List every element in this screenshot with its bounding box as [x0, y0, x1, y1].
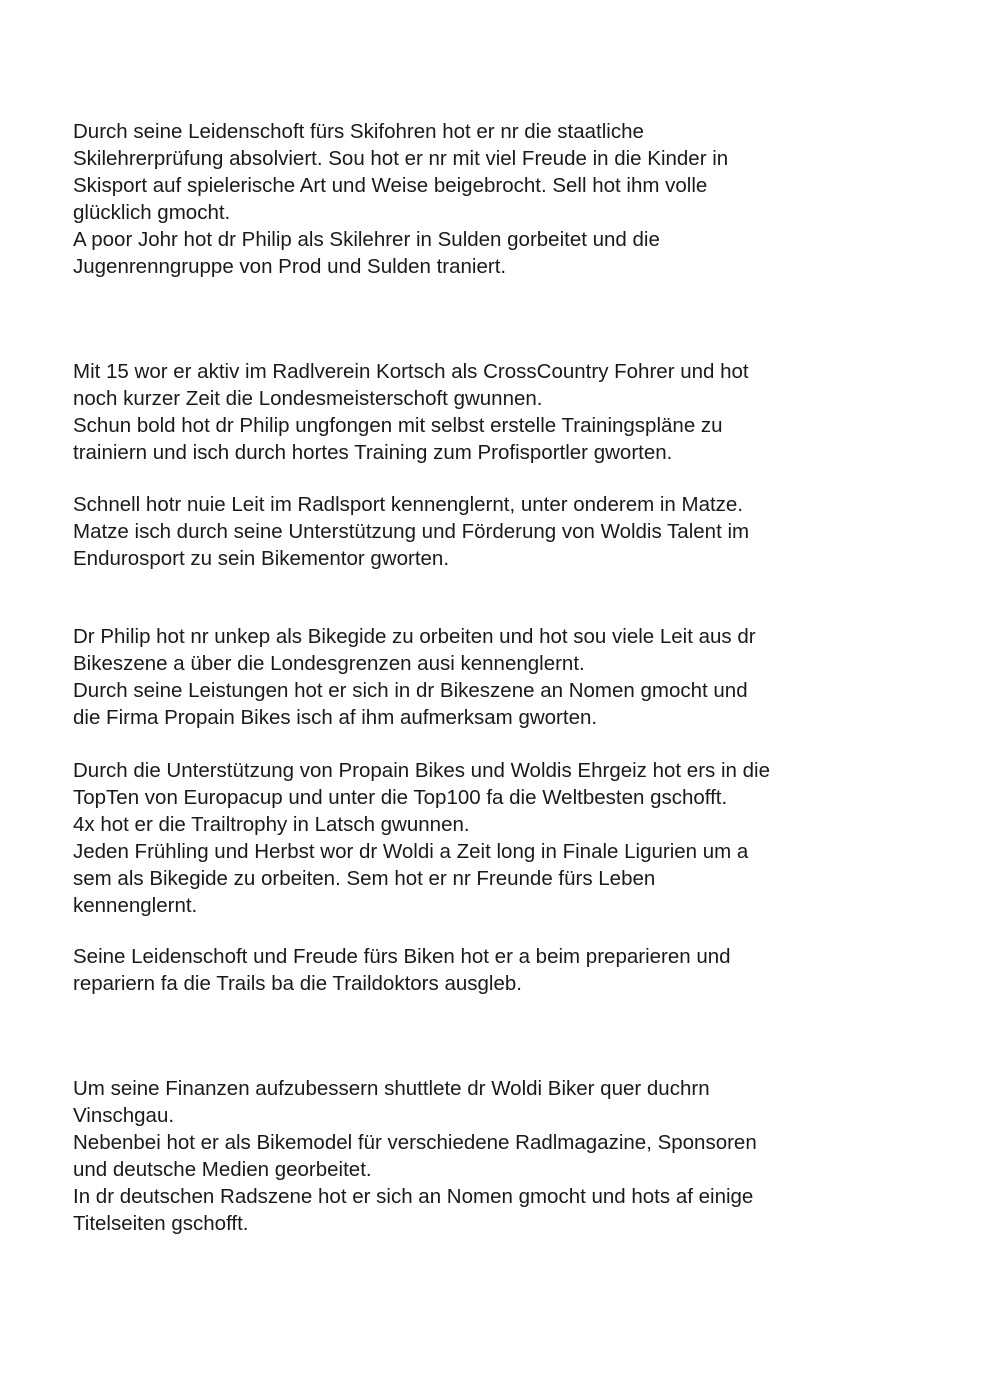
text-line: TopTen von Europacup und unter die Top100 fa die Weltbesten gschofft.	[73, 786, 728, 809]
text-line: trainiern und isch durch hortes Training zum Profisportler gworten.	[73, 441, 673, 464]
text-line: Titelseiten gschofft.	[73, 1212, 249, 1235]
text-line: Bikeszene a über die Londesgrenzen ausi kennenglernt.	[73, 652, 585, 675]
text-line: noch kurzer Zeit die Londesmeisterschoft gwunnen.	[73, 387, 543, 410]
text-line: Jugenrenngruppe von Prod und Sulden traniert.	[73, 255, 507, 278]
text-line: Skisport auf spielerische Art und Weise beigebrocht. Sell hot ihm volle	[73, 174, 708, 197]
text-line: Endurosport zu sein Bikementor gworten.	[73, 547, 450, 570]
text-line: Mit 15 wor er aktiv im Radlverein Kortsch als CrossCountry Fohrer und hot	[73, 360, 749, 383]
text-line: Seine Leidenschoft und Freude fürs Biken hot er a beim preparieren und	[73, 945, 731, 968]
text-line: Vinschgau.	[73, 1104, 175, 1127]
text-line: sem als Bikegide zu orbeiten. Sem hot er nr Freunde fürs Leben	[73, 867, 656, 890]
text-line: Skilehrerprüfung absolviert. Sou hot er nr mit viel Freude in die Kinder in	[73, 147, 729, 170]
text-line: Durch die Unterstützung von Propain Bikes und Woldis Ehrgeiz hot ers in die	[73, 759, 770, 782]
text-line: In dr deutschen Radszene hot er sich an Nomen gmocht und hots af einige	[73, 1185, 754, 1208]
text-line: Um seine Finanzen aufzubessern shuttlete dr Woldi Biker quer duchrn	[73, 1077, 710, 1100]
text-line: Dr Philip hot nr unkep als Bikegide zu orbeiten und hot sou viele Leit aus dr	[73, 625, 756, 648]
text-line: Schnell hotr nuie Leit im Radlsport kennenglernt, unter onderem in Matze.	[73, 493, 744, 516]
text-line: Durch seine Leistungen hot er sich in dr Bikeszene an Nomen gmocht und	[73, 679, 748, 702]
text-line: 4x hot er die Trailtrophy in Latsch gwunnen.	[73, 813, 470, 836]
text-line: glücklich gmocht.	[73, 201, 231, 224]
text-line: repariern fa die Trails ba die Traildoktors ausgleb.	[73, 972, 522, 995]
text-line: Jeden Frühling und Herbst wor dr Woldi a Zeit long in Finale Ligurien um a	[73, 840, 749, 863]
text-line: Durch seine Leidenschoft fürs Skifohren hot er nr die staatliche	[73, 120, 644, 143]
text-line: Nebenbei hot er als Bikemodel für verschiedene Radlmagazine, Sponsoren	[73, 1131, 757, 1154]
text-line: die Firma Propain Bikes isch af ihm aufmerksam gworten.	[73, 706, 598, 729]
text-line: Matze isch durch seine Unterstützung und Förderung von Woldis Talent im	[73, 520, 750, 543]
text-line: kennenglernt.	[73, 894, 198, 917]
text-line: und deutsche Medien georbeitet.	[73, 1158, 372, 1181]
text-line: Schun bold hot dr Philip ungfongen mit selbst erstelle Trainingspläne zu	[73, 414, 723, 437]
text-line: A poor Johr hot dr Philip als Skilehrer in Sulden gorbeitet und die	[73, 228, 660, 251]
